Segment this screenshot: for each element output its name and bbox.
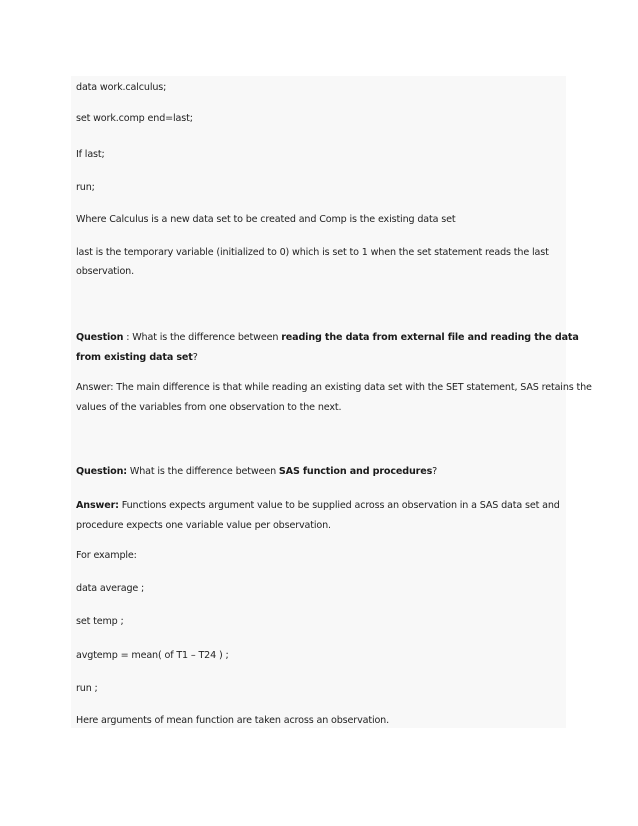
code-line-run-statement: run; xyxy=(76,182,95,193)
answer-2-line-1 xyxy=(76,497,560,515)
question-1-mark: ? xyxy=(192,352,198,363)
answer-2-line-2: procedure expects one variable value per observation. xyxy=(76,520,331,531)
question-2-text: What is the difference between xyxy=(127,466,279,477)
question-1-bold-text-continued: from existing data set xyxy=(76,352,193,363)
question-1-line-2 xyxy=(76,349,198,367)
answer-1-line-1: Answer: The main difference is that while reading an existing data set with the SET statement, SAS retains the xyxy=(76,382,592,393)
example-code-mean: avgtemp = mean( of T1 – T24 ) ; xyxy=(76,650,229,661)
example-intro: For example: xyxy=(76,550,137,561)
code-line-if-statement: If last; xyxy=(76,149,105,160)
code-line-set-statement: set work.comp end=last; xyxy=(76,113,193,124)
question-2-bold-text: SAS function and procedures xyxy=(278,466,433,477)
answer-2-label: Answer: xyxy=(76,500,119,511)
example-code-run: run ; xyxy=(76,683,98,694)
question-2 xyxy=(76,463,437,481)
answer-2-text: Functions expects argument value to be supplied across an observation in a SAS data set and xyxy=(118,500,560,511)
question-2-label: Question: xyxy=(76,466,127,477)
explanation-paragraph: Where Calculus is a new data set to be created and Comp is the existing data set xyxy=(76,214,456,225)
question-1-text: : What is the difference between xyxy=(123,332,282,343)
code-line-data-statement: data work.calculus; xyxy=(76,82,167,93)
question-1-bold-text: reading the data from external file and reading the data xyxy=(281,332,579,343)
explanation-line-1: last is the temporary variable (initialized to 0) which is set to 1 when the set statement reads the last xyxy=(76,247,549,258)
document-content xyxy=(71,76,592,728)
example-code-data: data average ; xyxy=(76,583,145,594)
question-1-label: Question xyxy=(76,332,124,343)
example-code-set: set temp ; xyxy=(76,616,124,627)
explanation-line-2: observation. xyxy=(76,266,134,277)
question-1-line-1 xyxy=(76,329,579,347)
question-2-mark: ? xyxy=(432,466,438,477)
answer-1-line-2: values of the variables from one observation to the next. xyxy=(76,402,342,413)
closing-paragraph: Here arguments of mean function are taken across an observation. xyxy=(76,715,390,726)
